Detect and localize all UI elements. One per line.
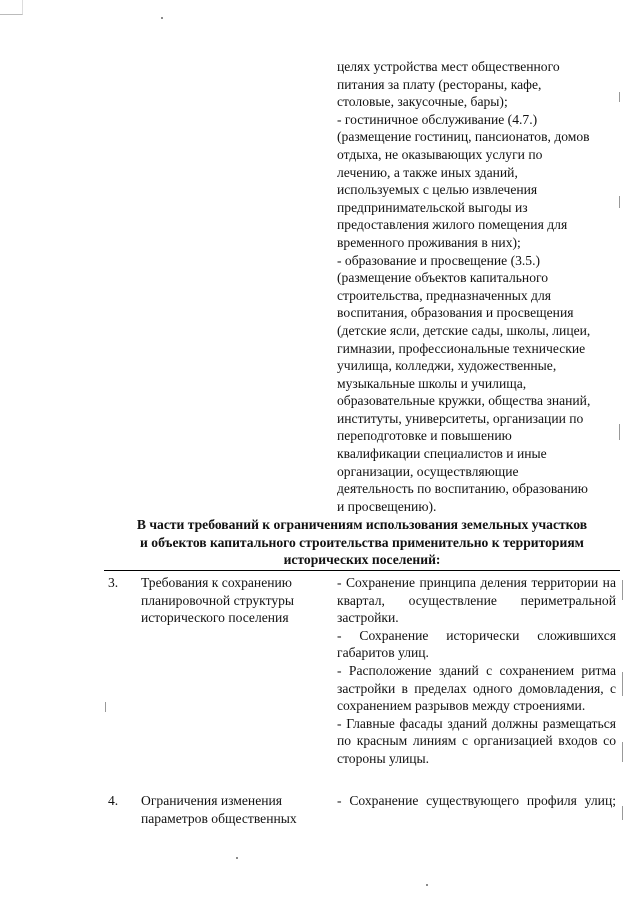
heading-line: В части требований к ограничениям использования земельных участков	[136, 517, 588, 532]
text-line: отдыха, не оказывающих услуги по	[337, 146, 543, 162]
scan-dot	[161, 17, 163, 19]
requirement-description	[337, 792, 616, 810]
text-line: столовые, закусочные, бары);	[337, 94, 508, 110]
text-line: квалификации специалистов и иные	[337, 446, 547, 462]
text-line: институты, университеты, организации по	[337, 410, 584, 426]
row-number: 4.	[108, 793, 119, 808]
text-line: используемых с целью извлечения	[337, 182, 538, 198]
text-line: образовательные кружки, общества знаний,	[337, 393, 591, 409]
requirement-paragraph: - Главные фасады зданий должны размещаться по красным линиям с организацией входов со стороны улицы.	[337, 715, 616, 766]
scan-speck	[622, 580, 623, 600]
text-line: гимназии, профессиональные технические	[337, 340, 586, 356]
text-line: питания за плату (рестораны, кафе,	[337, 76, 542, 92]
text-line: деятельность по воспитанию, образованию	[337, 481, 588, 497]
text-line: воспитания, образования и просвещения	[337, 305, 574, 321]
requirement-name	[141, 574, 321, 627]
requirement-name-line: исторического поселения	[141, 610, 289, 626]
text-line: переподготовке и повышению	[337, 428, 512, 444]
scan-speck	[622, 742, 623, 762]
scan-corner-mark	[0, 0, 23, 15]
scan-speck	[619, 424, 620, 440]
permitted-uses-list-continuation	[337, 58, 620, 515]
scan-dot	[426, 884, 428, 886]
requirement-name-line: параметров общественных	[141, 810, 297, 826]
requirement-name-line: планировочной структуры	[141, 592, 295, 608]
requirement-name-line: Ограничения изменения	[141, 793, 283, 808]
text-line: - образование и просвещение (3.5.)	[337, 252, 541, 268]
section-heading	[104, 516, 620, 569]
heading-line: и объектов капитального строительства применительно к территориям	[140, 534, 584, 550]
text-line: (детские ясли, детские сады, школы, лицеи,	[337, 322, 591, 338]
text-line: музыкальные школы и училища,	[337, 375, 527, 391]
text-line: строительства, предназначенных для	[337, 287, 551, 303]
row-number: 3.	[108, 575, 119, 590]
requirement-name	[141, 792, 321, 827]
text-line: (размещение гостиниц, пансионатов, домов	[337, 129, 590, 145]
text-line: - гостиничное обслуживание (4.7.)	[337, 111, 538, 127]
text-line: (размещение объектов капитального	[337, 270, 549, 286]
text-line: предпринимательской выгоды из	[337, 199, 528, 215]
requirement-description	[337, 574, 616, 768]
requirement-paragraph: - Сохранение исторически сложившихся габаритов улиц.	[337, 627, 616, 661]
heading-line: исторических поселений:	[283, 552, 441, 568]
scan-speck	[622, 806, 623, 820]
text-line: целях устройства мест общественного	[337, 59, 560, 74]
requirement-paragraph: - Сохранение существующего профиля улиц;	[337, 793, 616, 808]
requirement-name-line: Требования к сохранению	[141, 575, 292, 590]
text-line: организации, осуществляющие	[337, 463, 519, 479]
scan-speck	[622, 672, 623, 696]
scan-speck	[619, 92, 620, 102]
table-top-rule	[104, 570, 620, 571]
text-line: лечению, а также иных зданий,	[337, 164, 518, 180]
scan-speck	[619, 196, 620, 208]
text-line: и просвещению).	[337, 498, 437, 514]
scan-speck	[105, 702, 106, 712]
text-line: предоставления жилого помещения для	[337, 217, 568, 233]
scan-dot	[236, 857, 238, 859]
requirement-paragraph: - Сохранение принципа деления территории на квартал, осуществление периметральной застройки.	[337, 575, 616, 626]
requirement-paragraph: - Расположение зданий с сохранением ритма застройки в пределах одного домовладения, с сохранением разрывов между строениями.	[337, 662, 616, 714]
text-line: временного проживания в них);	[337, 234, 521, 250]
text-line: училища, колледжи, художественные,	[337, 358, 557, 374]
